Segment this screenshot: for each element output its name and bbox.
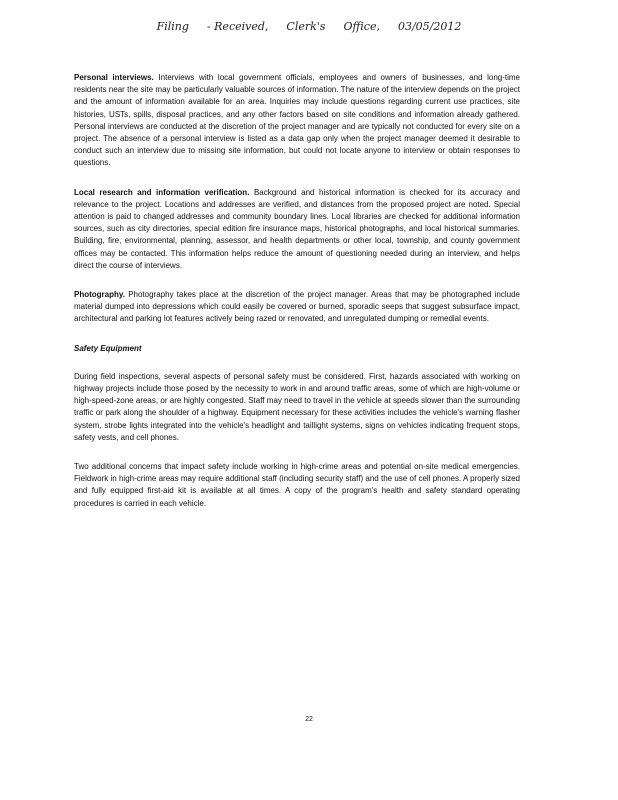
photography-heading: Photography. <box>74 290 125 300</box>
research-body: Background and historical information is checked for its accuracy and relevance to the project. Locations and addresses are verified, and distances from the proposed project are noted. Special attention is paid to changed addresses and community boundary lines. Local libraries are checked for additional information sources, such as city directories, special edition fire insurance maps, historical photographs, and local historical summaries. Building, fire, environmental, planning, assessor, and health departments or other local, township, and county government offices may be contacted. This information helps reduce the amount of questioning needed during an interview, and helps direct the course of interviews. <box>74 187 520 270</box>
safety-equipment-heading: Safety Equipment <box>74 343 142 353</box>
document-body <box>74 72 520 527</box>
filing-stamp-header <box>0 20 618 33</box>
header-office: Office, <box>343 20 380 33</box>
header-date: 03/05/2012 <box>397 20 462 33</box>
research-heading: Local research and information verification. <box>74 187 250 197</box>
page-number: 22 <box>305 716 313 723</box>
interviews-body: Interviews with local government officials, employees and owners of businesses, and long-time residents near the site may be particularly valuable sources of information. The nature of the interview depends on the project and the amount of information available for an area. Inquiries may include questions regarding current use practices, site histories, USTs, spills, disposal practices, and any other factors based on site conditions and information already gathered. Personal interviews are conducted at the discretion of the project manager and are typically not conducted for every site on a project. The absence of a personal interview is listed as a data gap only when the project manager deemed it desirable to conduct such an interview due to missing site information, but could not locate anyone to interview or obtain responses to questions. <box>74 73 520 168</box>
photography-paragraph <box>74 289 520 326</box>
photography-body: Photography takes place at the discretion of the project manager. Areas that may be photographed include material dumped into depressions which could easily be covered or burned, sporadic seeps that suggest subsurface impact, architectural and parking lot features actively being razed or renovated, and unregulated dumping or remedial events. <box>74 290 520 324</box>
interviews-heading: Personal interviews. <box>74 73 154 82</box>
header-received: - Received, <box>206 20 269 33</box>
interviews-paragraph <box>74 72 520 170</box>
safety-paragraph-1: During field inspections, several aspects of personal safety must be considered. First, hazards associated with working on highway projects include those posed by the necessity to work in and around traffic areas, some of which are high-volume or high-speed-zone areas, or are highly congested. Staff may need to travel in the vehicle at speeds slower than the surrounding traffic or park along the shoulder of a highway. Equipment necessary for these activities includes the vehicle's warning flasher system, strobe lights integrated into the vehicle's headlight and taillight systems, signs on vehicles indicating frequent stops, safety vests, and cell phones. <box>74 371 520 442</box>
research-paragraph <box>74 187 520 272</box>
header-filing: Filing <box>156 20 189 33</box>
header-clerks: Clerk's <box>286 20 326 33</box>
safety-paragraph-2: Two additional concerns that impact safety include working in high-crime areas and potential on-site medical emergencies. Fieldwork in high-crime areas may require additional staff (including security staff) and the use of cell phones. A properly sized and fully equipped first-aid kit is available at all times. A copy of the program's health and safety standard operating procedures is carried in each vehicle. <box>74 462 520 508</box>
